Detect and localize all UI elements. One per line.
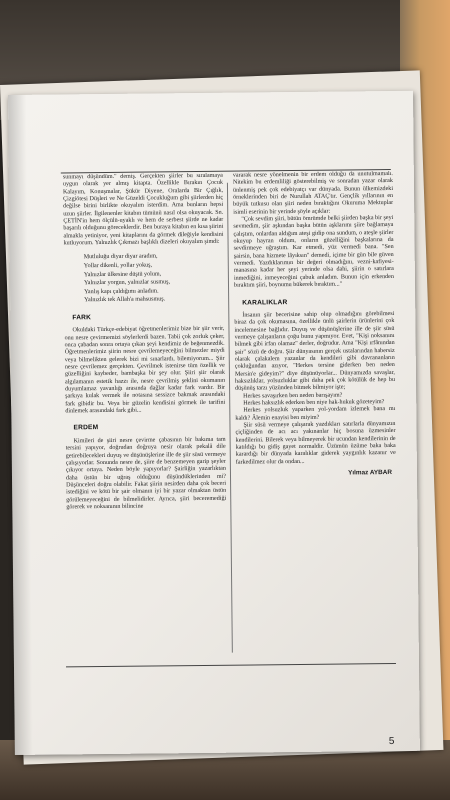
paragraph: vararak nesre yönelmenin bir erdem olduğu da unutulmamalı. Nitekim bu erdemliliği gösterebilmiş ve sonradan yazar olarak ünlenmiş pek çok edebiyatçı var dünyada. Bunun ülkemizdeki örneklerinden biri de Nurullah ATAÇ'tır. Gençlik yıllarının en büyük tutkusu olan şiiri neden bıraktığını Okuruma Mektuplar isimli eserinin bir yerinde şöyle açıklar: <box>232 170 394 216</box>
author-signature: Yılmaz AYBAR <box>348 469 393 477</box>
poem-line: Yalnızlar yorgun, yalnızlar susmuş, <box>83 279 171 287</box>
paragraph: Herkes savaşırken ben neden barışayım? <box>243 392 343 400</box>
paragraph: sunmayı düşündüm." demiş. Gerçekten şiirler bu sıralamaya uygun olarak yer almış kitapta. Özellikle Bırakın Çocuk Kalayım, Konuşmalar, Şükür Diyene, Oralarda Bir Çığlık, Çizgiötesi Düşleri ve Ne Güzeldi Çocukluğum gibi şiirlerden hiç değilse birini birlikte okuyalım isterdim. Ama bunların hepsi uzun şiirler. İlgilenenler kitabın tümünü nasıl olsa okuyacak. Sn. ÇETİN'in hem ölçülü-uyaklı ve hem de serbest şiirde ne kadar başarılı olduğunu göreceklerdir. Ben buraya kitabın en kısa şiirini almakla yetiniyor, yeni kitaplarını da görmek dileğiyle kendisini kutluyorum. Yalnızlık Çıkmazı başlıklı dizeleri okuyalım şimdi: <box>62 172 224 247</box>
paragraph: İnsanın şiir becerisine sahip olup olmadığını görebilmesi biraz da çok okumasına, özellikle ünlü şairlerin ürünlerini çok incelemesine bağlıdır. Duyuş ve düşünüşlerine ille de şiir süsü vermeye çalışanların çoğu bunu yapmıyor. Evet, "Kişi noksanını bilmek gibi irfan olamaz" derler, doğrudur. Ama "Kişi ırfânından şair" sözü de doğru. Şiir dünyasının gerçek ustalarından habersiz olarak çalakalem yazanlar da kendileri gibi davrananların çokluğundan azıyor, "Herkes tersine giderken ben neden Mersin'e gideyim?" diye düşünüyorlar... Dünyamızda savaşlar, haksızlıklar, yolsuzluklar gibi daha pek çok kötülük de hep bu düşünüş tarzı yüzünden bitmek bilmiyor işte; <box>234 310 396 392</box>
paragraph: Okuldaki Türkçe-edebiyat öğretmenlerimiz bize bir şiir verir, onu nesre çevirmemizi söylerlerdi bazen. Tabii çok zorluk çeker, onca çabadan sonra ortaya çıkan şeyi kendimiz de beğenmezdik. Öğretmenlerimiz şiirin nesre çevrilemeyeceğini bilmezler miydi veya bilmelikten gelerek bizi mi sınarlardı, bilemiyorum... Şiir nesre çevrilemez gerçekten. Çevrilmek istenirse tüm özellik ve güzelliğini kaybeder, bambaşka bir şey olur. Şiiri şiir olarak algılamanın estetik hazzı ile, nesre çevrilmiş şeklini okumanın duyumlamaz yavanlığı arasında dağlar kadar fark vardır. Bir şarkıya kulak vermek ile notasına sessizce bakmak arasındaki fark gibidir bu. Veya bir güzelin kendisini görmek ile tarifini dinlemek arasındaki fark gibi... <box>64 326 226 415</box>
magazine-page <box>8 91 420 755</box>
poem-line: Yalnızlar ülkesine düştü yolum, <box>83 271 162 278</box>
right-column <box>233 171 398 661</box>
poem-line: Mutluluğu diyar diyar aradım, <box>83 253 158 261</box>
paragraph: Şiir süsü vermeye çalışarak yazdıkları satırlarla dünyamızın çiçliğinden de acı acı yakınanlar hiç bosuna üzmesinler kendilerini. Bilerek veya bilmeyerek bir ucundan kendilerinin de katıldığı bu gidiş gayet normaldir. Üzümün üzüme baka baka karardığı bir dünyada karalıklar giderek yaygınlık kazanır ve farkedilmez olur da ondan... <box>235 420 396 466</box>
left-column <box>63 173 228 663</box>
bottom-rule <box>66 663 396 667</box>
paragraph: Herkes haksızlık ederken ben niye hak-hukuk gözeteyim? <box>243 399 385 407</box>
poem <box>84 252 225 305</box>
section-heading-erdem: ERDEM <box>73 424 99 432</box>
binding-shadow <box>8 95 33 755</box>
section-heading-karaliklar: KARALIKLAR <box>242 298 288 307</box>
quote-paragraph: "Çok sevdim şiiri, bütün ömrümde belki şiirden başka bir şeyi sevmedim, şiir aşkından başka bütün aşklarımı şiire bağlamaya çalıştım, onlardan aldığım ateşi gidip ona sundum, o ateşle şiirler okuyup hayran oldum, onların güzelliğini başkalarına da sevdirmeye uğraştım. Kar etmedi, yüz vermedi bana. "Sen şairsin, bana hizmete lâyıksın" demedi, içime bir gün bile güven vermedi. Yazdıklarımın bir değeri olmadığını, vezni-kafiyesi-manasına kadar her şeyi yerinde olsa dahi, şiirin o satırlara inmediğini, inmeyeceğini çabuk anladım. Bunun için erkenden bıraktım şiiri, boynumu bükerek bıraktım..." <box>233 215 394 289</box>
poem-line: Yalnızlık tek Allah'a mahsusmuş. <box>84 296 166 304</box>
page-number: 5 <box>388 735 395 748</box>
section-heading-fark: FARK <box>72 314 92 322</box>
poem-line: Yollar dikenli, yollar yokuş, <box>83 262 153 270</box>
paragraph: Kimileri de şiiri nesre çevirme çabasının bir bakıma tam tersini yapıyor, doğrudan doğruya nesir olarak pekalâ dile getirebilecekleri duyuş ve düşünüşlerine ille de şiir süsü vermeye çalışıyorlar. Sonunda nesre de, şiire de benzemeyen garip şeyler çıkıyor ortaya. Neden böyle yapıyorlar? Şairliğin yazarlıktan daha üstün bir uğraş olduğunu düşündüklerinden mi? Düşünceleri doğru olabilir. Fakat şiirin nesirden daha çok beceri istediğini ve kötü bir şair olmanın iyi bir yazar olmaktan üstün görülemeyeceğini de bilmelidirler. Ayrıca, şiiri beceremediği görerek ve noksanının bilincine <box>65 436 227 511</box>
column-divider <box>227 183 233 653</box>
paragraph: Herkes yolsuzluk yaparken yol-yordam izlemek bana mı kaldı? Âlemin enayisi ben miyim? <box>235 406 396 422</box>
poem-line: Yanlış kapı çaldığımı anladım. <box>84 288 159 296</box>
